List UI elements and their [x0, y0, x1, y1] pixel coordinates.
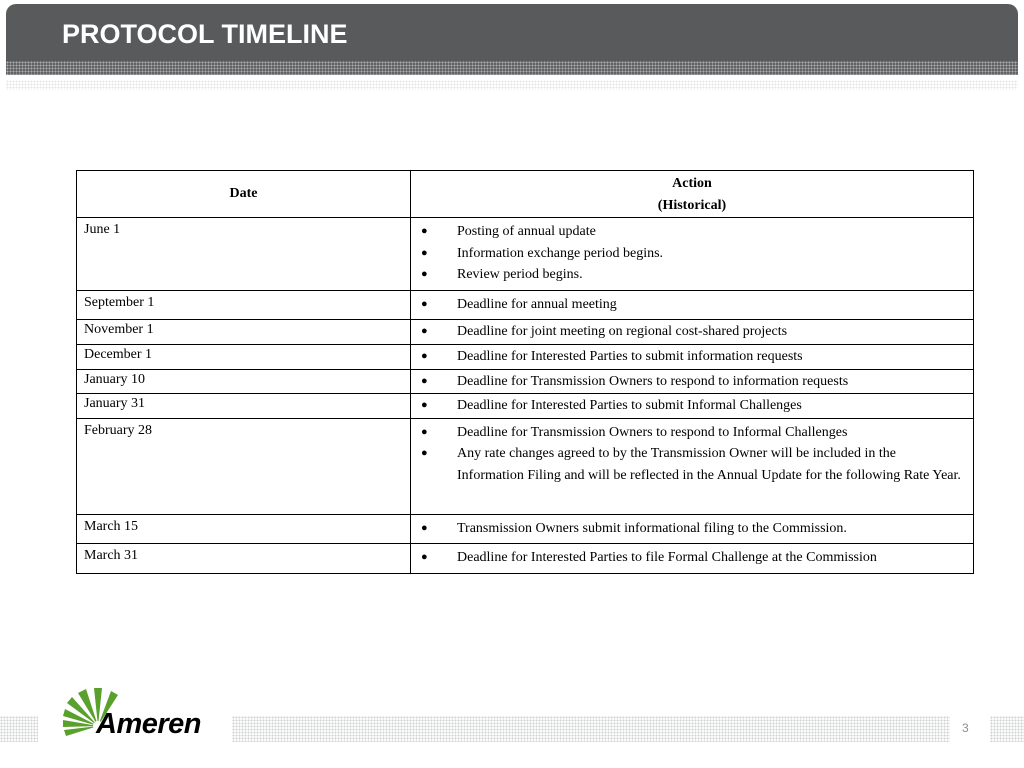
date-cell: January 10 [77, 369, 411, 394]
table-header-row [77, 171, 974, 218]
logo-wordmark: Ameren [96, 708, 201, 740]
date-cell: March 31 [77, 544, 411, 574]
ameren-logo [58, 686, 228, 746]
list-item: ● Deadline for annual meeting [419, 294, 965, 316]
list-item: ● Deadline for Transmission Owners to respond to information requests [419, 371, 965, 393]
title-bar [6, 4, 1018, 75]
date-cell: February 28 [77, 418, 411, 514]
action-header-sublabel: (Historical) [657, 198, 727, 213]
action-list [419, 547, 965, 569]
footer-dot-pattern [232, 716, 950, 742]
bullet-icon: ● [421, 551, 428, 564]
action-cell [411, 394, 974, 419]
bullet-icon: ● [421, 349, 428, 362]
action-cell [411, 218, 974, 291]
bullet-icon: ● [421, 297, 428, 310]
table-row [77, 394, 974, 419]
date-cell: January 31 [77, 394, 411, 419]
divider-dot-pattern [6, 80, 1018, 90]
table-row [77, 290, 974, 320]
title-bar-dot-pattern [6, 61, 1018, 75]
list-item: ● Review period begins. [419, 264, 965, 286]
action-column-header [411, 171, 974, 218]
footer-dot-pattern [0, 716, 38, 742]
bullet-icon: ● [421, 225, 428, 237]
protocol-timeline-table [76, 170, 974, 574]
bullet-icon: ● [421, 425, 428, 438]
date-cell: March 15 [77, 514, 411, 544]
list-item: ● Deadline for Interested Parties to submit information requests [419, 346, 965, 368]
footer-dot-pattern [990, 716, 1024, 742]
action-cell [411, 369, 974, 394]
date-column-header [77, 171, 411, 218]
table-row [77, 320, 974, 345]
bullet-icon: ● [421, 268, 428, 281]
action-list [419, 395, 965, 417]
list-item: ● Transmission Owners submit informational filing to the Commission. [419, 518, 965, 540]
list-item: ● Posting of annual update [419, 221, 965, 243]
page-number: 3 [962, 721, 969, 735]
list-item: ● Deadline for joint meeting on regional cost-shared projects [419, 321, 965, 343]
action-cell [411, 544, 974, 574]
action-cell [411, 344, 974, 369]
date-cell: September 1 [77, 290, 411, 320]
bullet-icon: ● [421, 399, 428, 412]
list-item: ● Deadline for Interested Parties to file Formal Challenge at the Commission [419, 547, 965, 569]
table-row [77, 369, 974, 394]
date-cell: December 1 [77, 344, 411, 369]
bullet-icon: ● [421, 447, 428, 460]
action-list [419, 422, 965, 487]
action-list [419, 294, 965, 316]
table-row [77, 418, 974, 514]
action-cell [411, 320, 974, 345]
date-header-label: Date [229, 186, 258, 201]
list-item: ● Deadline for Interested Parties to submit Informal Challenges [419, 395, 965, 417]
page-title: PROTOCOL TIMELINE [62, 19, 348, 49]
table-row [77, 344, 974, 369]
list-item: ● Any rate changes agreed to by the Transmission Owner will be included in the Information Filing and will be reflected in the Annual Update for the following Rate Year. [419, 443, 965, 486]
action-list [419, 346, 965, 368]
list-item: ● Information exchange period begins. [419, 243, 965, 265]
action-list [419, 221, 965, 286]
date-cell: June 1 [77, 218, 411, 291]
action-cell [411, 514, 974, 544]
action-list [419, 321, 965, 343]
date-cell: November 1 [77, 320, 411, 345]
action-list [419, 371, 965, 393]
action-list [419, 518, 965, 540]
action-cell [411, 418, 974, 514]
action-cell [411, 290, 974, 320]
table-row [77, 218, 974, 291]
action-header-label: Action [672, 176, 712, 191]
bullet-icon: ● [421, 521, 428, 534]
bullet-icon: ● [421, 246, 428, 259]
table-row [77, 544, 974, 574]
bullet-icon: ● [421, 325, 428, 338]
list-item: ● Deadline for Transmission Owners to respond to Informal Challenges [419, 422, 965, 444]
bullet-icon: ● [421, 374, 428, 387]
table-row [77, 514, 974, 544]
